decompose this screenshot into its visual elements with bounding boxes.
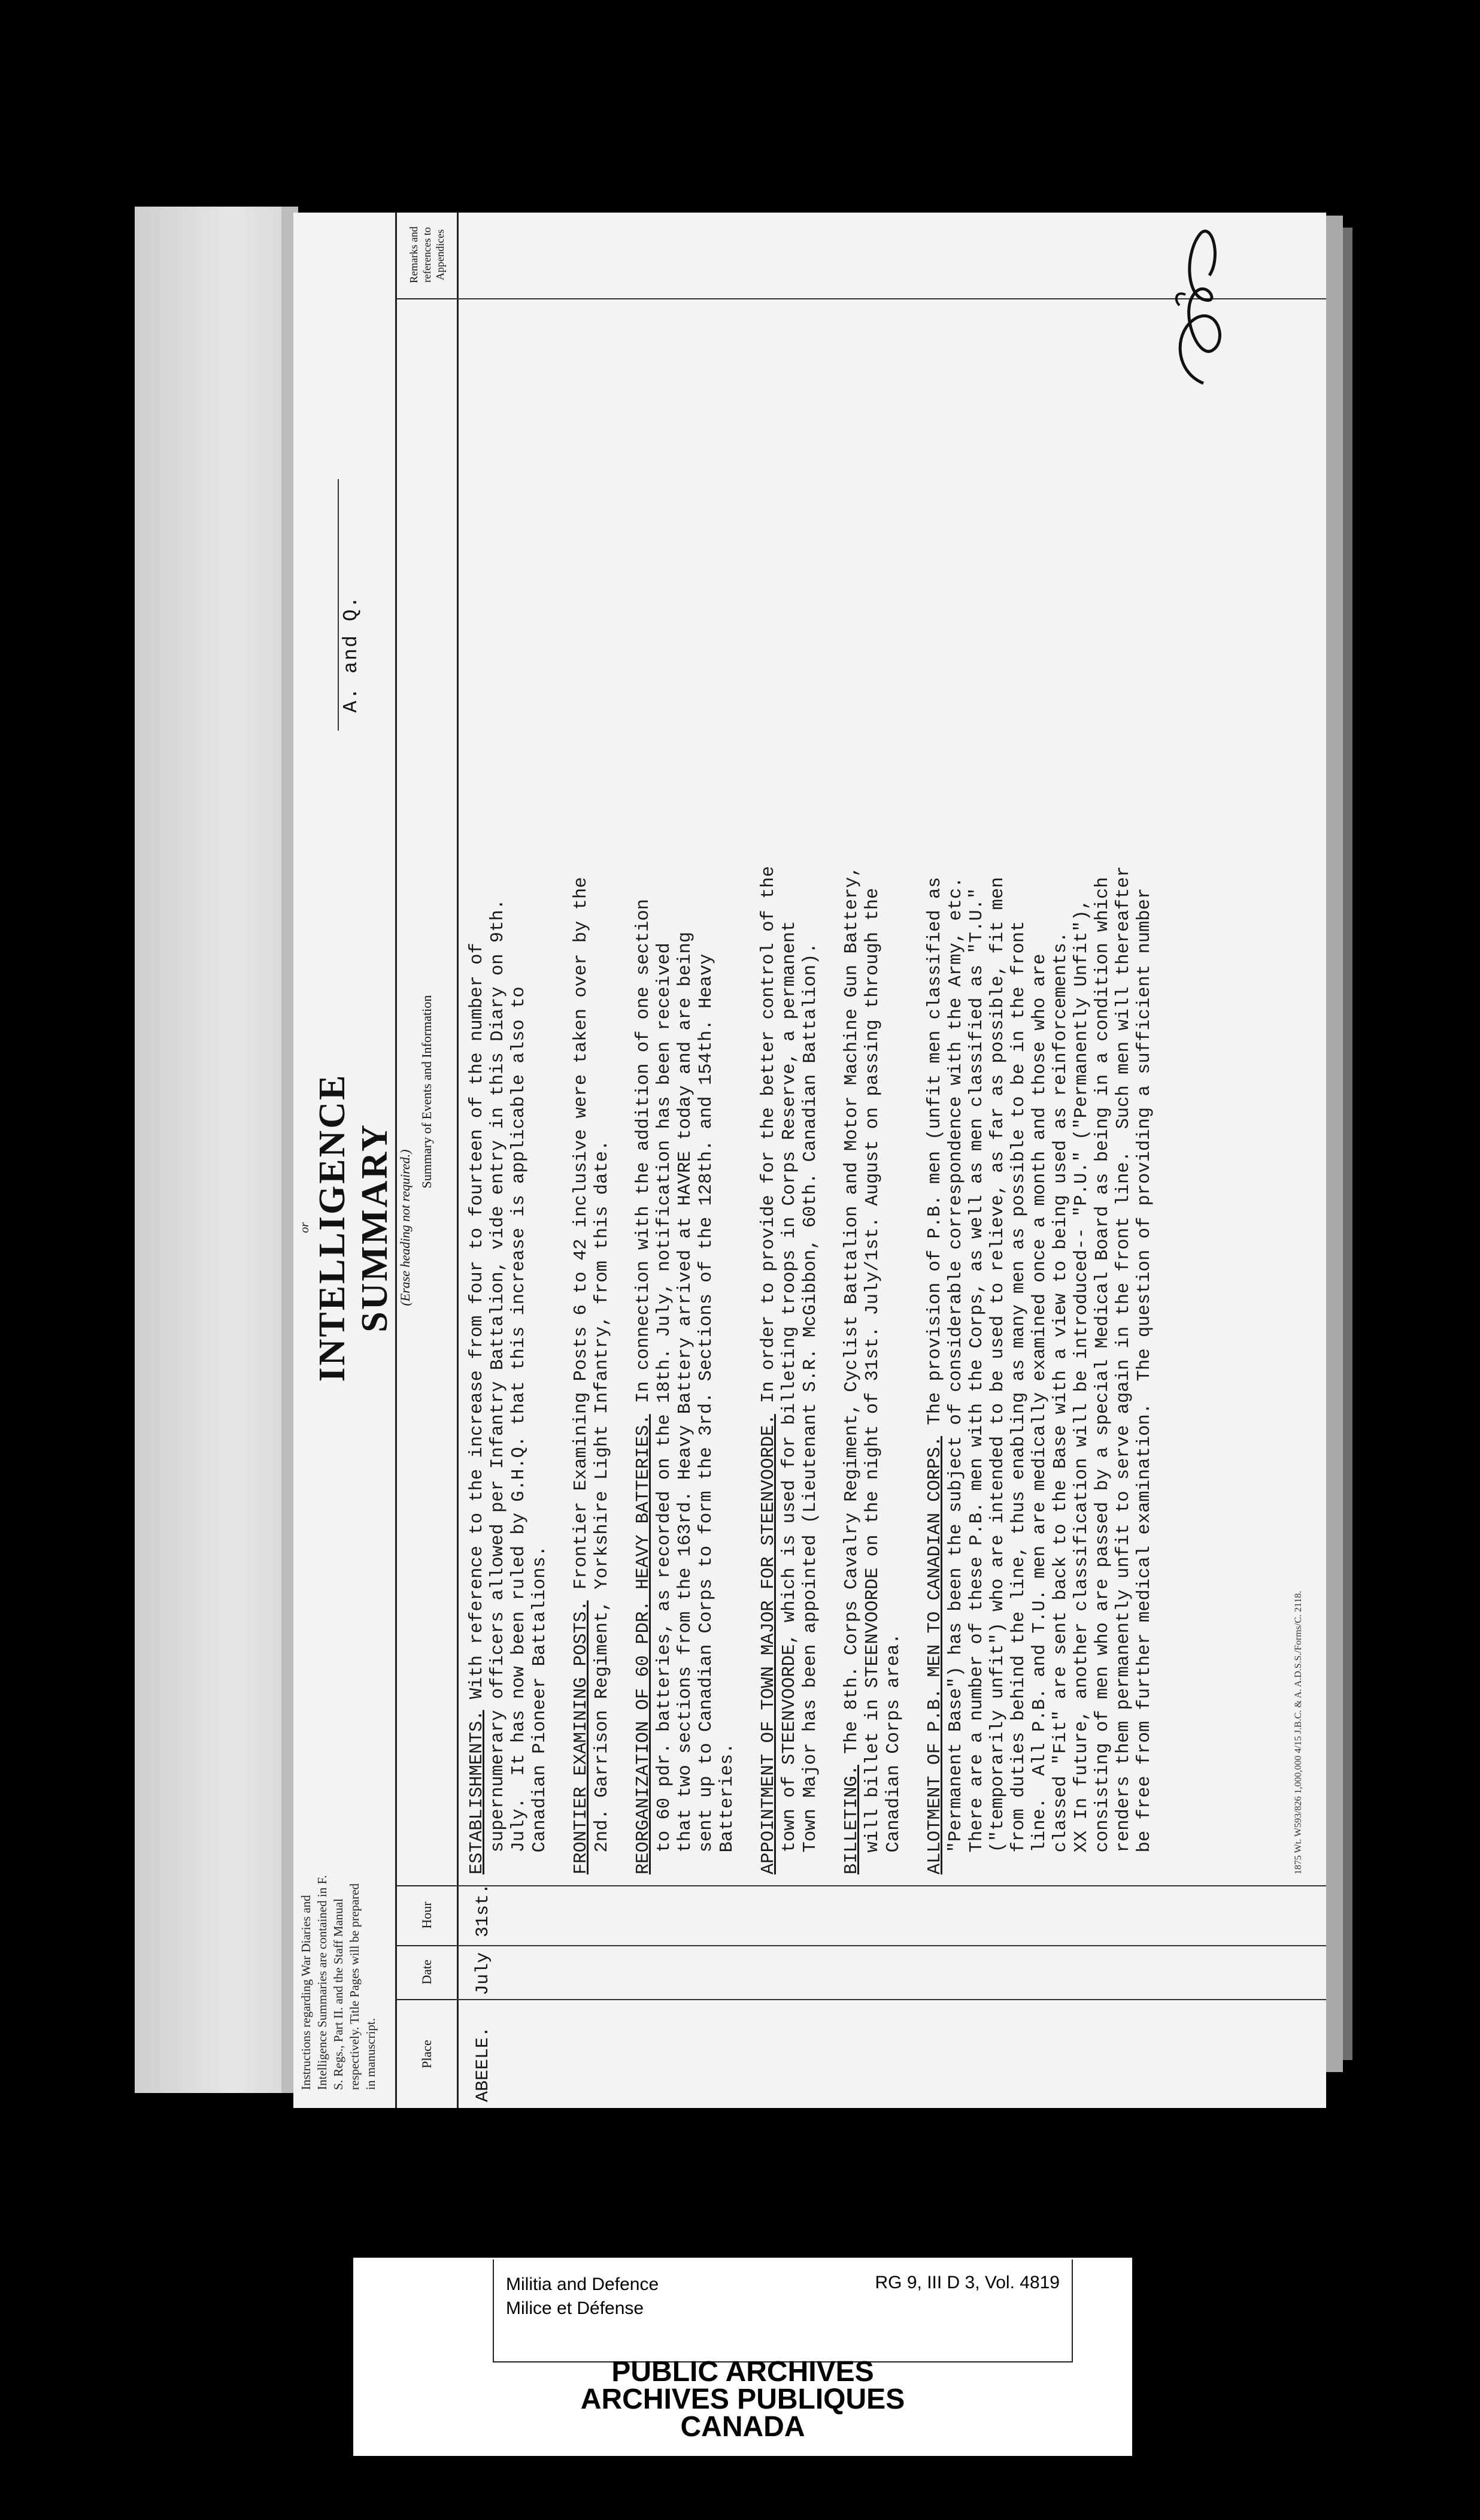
column-header-remarks: Remarks and references to Appendices xyxy=(397,211,457,299)
entry-body: The provision of P.B. men (unfit men classified as "Permanent Base") has been the subject of considerable correspondence with the Army, etc. There are a number of these P.B. men with the Corps, as well as men classified as "T.U." ("temporarily unfit") who are intended to be used to relieve, as far as possible, fit men from duties behind the line, thus enabling as many men as possible to be in the front line. All P.B. and T.U. men are medically examined once a month and those who are classed "Fit" are sent back to the Base with a view to being used as reinforcements. XX In future, another classification will be introduced-- "P.U." ("Permanently Unfit"), consisting of men who are passed by a special Medical Board as being in a condition which renders them permanently unfit to serve again in the front line. Such men will thereafter be free from further medical examination. The question of providing a sufficient number xyxy=(925,866,1155,1853)
place-cell: ABEELE. xyxy=(473,2026,493,2102)
entry-body: Frontier Examining Posts 6 to 42 inclusive were taken over by the 2nd. Garrison Regiment, Yorkshire Light Infantry, from this date. xyxy=(571,877,612,1853)
diary-entries xyxy=(467,311,1176,1874)
entry-heading: REORGANIZATION OF 60 PDR. HEAVY BATTERIES. xyxy=(633,1414,654,1874)
date-cell: July xyxy=(473,1952,493,1995)
diary-entry xyxy=(633,311,738,1874)
archives-reference: RG 9, III D 3, Vol. 4819 xyxy=(875,2273,1060,2292)
archives-name-english: PUBLIC ARCHIVES xyxy=(611,2356,874,2388)
column-rule xyxy=(455,1999,1326,2000)
form-title-note: (Erase heading not required.) xyxy=(398,1149,413,1306)
entry-heading: ESTABLISHMENTS. xyxy=(467,1710,487,1874)
entry-heading: ALLOTMENT OF P.B. MEN TO CANADIAN CORPS. xyxy=(925,1435,945,1874)
form-title: INTELLIGENCE SUMMARY xyxy=(312,1073,395,1382)
column-rule xyxy=(455,1885,1326,1886)
archives-reference-box xyxy=(493,2259,1073,2362)
diary-entry xyxy=(759,311,821,1874)
column-header-hour: Hour xyxy=(397,1885,457,1946)
column-header-row xyxy=(395,213,459,2108)
form-instructions: Instructions regarding War Diaries and Intelligence Summaries are contained in F. S. Regs., Part II. and the Staff Manual respectively. Title Pages will be prepared in manuscript. xyxy=(299,1875,378,2090)
fonds-english: Militia and Defence xyxy=(506,2274,659,2294)
diary-sheet-container xyxy=(293,213,1326,2108)
form-header xyxy=(293,213,413,2108)
title-or: or xyxy=(298,1222,311,1233)
page-edge-shadow xyxy=(1326,216,1343,2072)
archives-name-french: ARCHIVES PUBLIQUES xyxy=(580,2383,905,2415)
column-header-summary: Summary of Events and Information xyxy=(397,298,457,1886)
diary-entry xyxy=(571,311,613,1874)
unit-name xyxy=(340,595,362,713)
entry-body: With reference to the increase from four to fourteen of the number of supernumerary officers allowed per Infantry Battalion, vide entry in this Diary on 9th. July. It has now been ruled by G.H.Q. that this increase is applicable also to Canadian Pioneer Battalions. xyxy=(467,899,550,1853)
entry-body: In connection with the addition of one section to 60 pdr. batteries, as recorded on the 18th. July, notification has been received that two sections from the 163rd. Heavy Battery arrived at HAVRE today and are being sent up to Canadian Corps to form the 3rd. Sections of the 128th. and 154th. Heavy Batteries. xyxy=(633,899,738,1853)
diary-entry xyxy=(842,311,905,1874)
column-header-date: Date xyxy=(397,1945,457,2000)
handwritten-initials-signature xyxy=(1161,216,1239,395)
fonds-french: Milice et Défense xyxy=(506,2298,644,2318)
hour-cell: 31st. xyxy=(473,1883,493,1937)
archives-country: CANADA xyxy=(680,2411,805,2443)
entry-body: The 8th. Corps Cavalry Regiment, Cyclist Battalion and Motor Machine Gun Battery, will billet in STEENVOORDE on the night of 31st. July/1st. August on passing through the Canadian Corps area. xyxy=(842,866,904,1853)
page-edge-shadow-dark xyxy=(1343,228,1352,2060)
entry-heading: APPOINTMENT OF TOWN MAJOR FOR STEENVOORDE. xyxy=(759,1414,779,1874)
column-header-place: Place xyxy=(419,2040,434,2068)
diary-entry xyxy=(925,311,1156,1874)
archives-label xyxy=(353,2258,1132,2456)
unit-text: A. and Q. xyxy=(340,595,362,713)
form-print-code: 1875 Wt. W593/826 1,000,000 4/15 J.B.C. & A. A.D.S.S./Forms/C. 2118. xyxy=(1293,1591,1303,1874)
archives-fonds xyxy=(506,2273,659,2321)
entry-heading: BILLETING. xyxy=(842,1764,862,1874)
diary-entry xyxy=(467,311,551,1874)
back-page xyxy=(135,207,296,2093)
column-rule xyxy=(455,1945,1326,1946)
entry-heading: FRONTIER EXAMINING POSTS. xyxy=(571,1600,592,1874)
entry-body: In order to provide for the better control of the town of STEENVOORDE, which is used for billeting troops in Corps Reserve, a permanent Town Major has been appointed (Lieutenant S.R. McGibbon, 60th. Canadian Battalion). xyxy=(759,866,821,1853)
archives-name xyxy=(355,2358,1130,2441)
diary-sheet xyxy=(293,213,1326,2108)
unit-rule xyxy=(338,479,339,731)
